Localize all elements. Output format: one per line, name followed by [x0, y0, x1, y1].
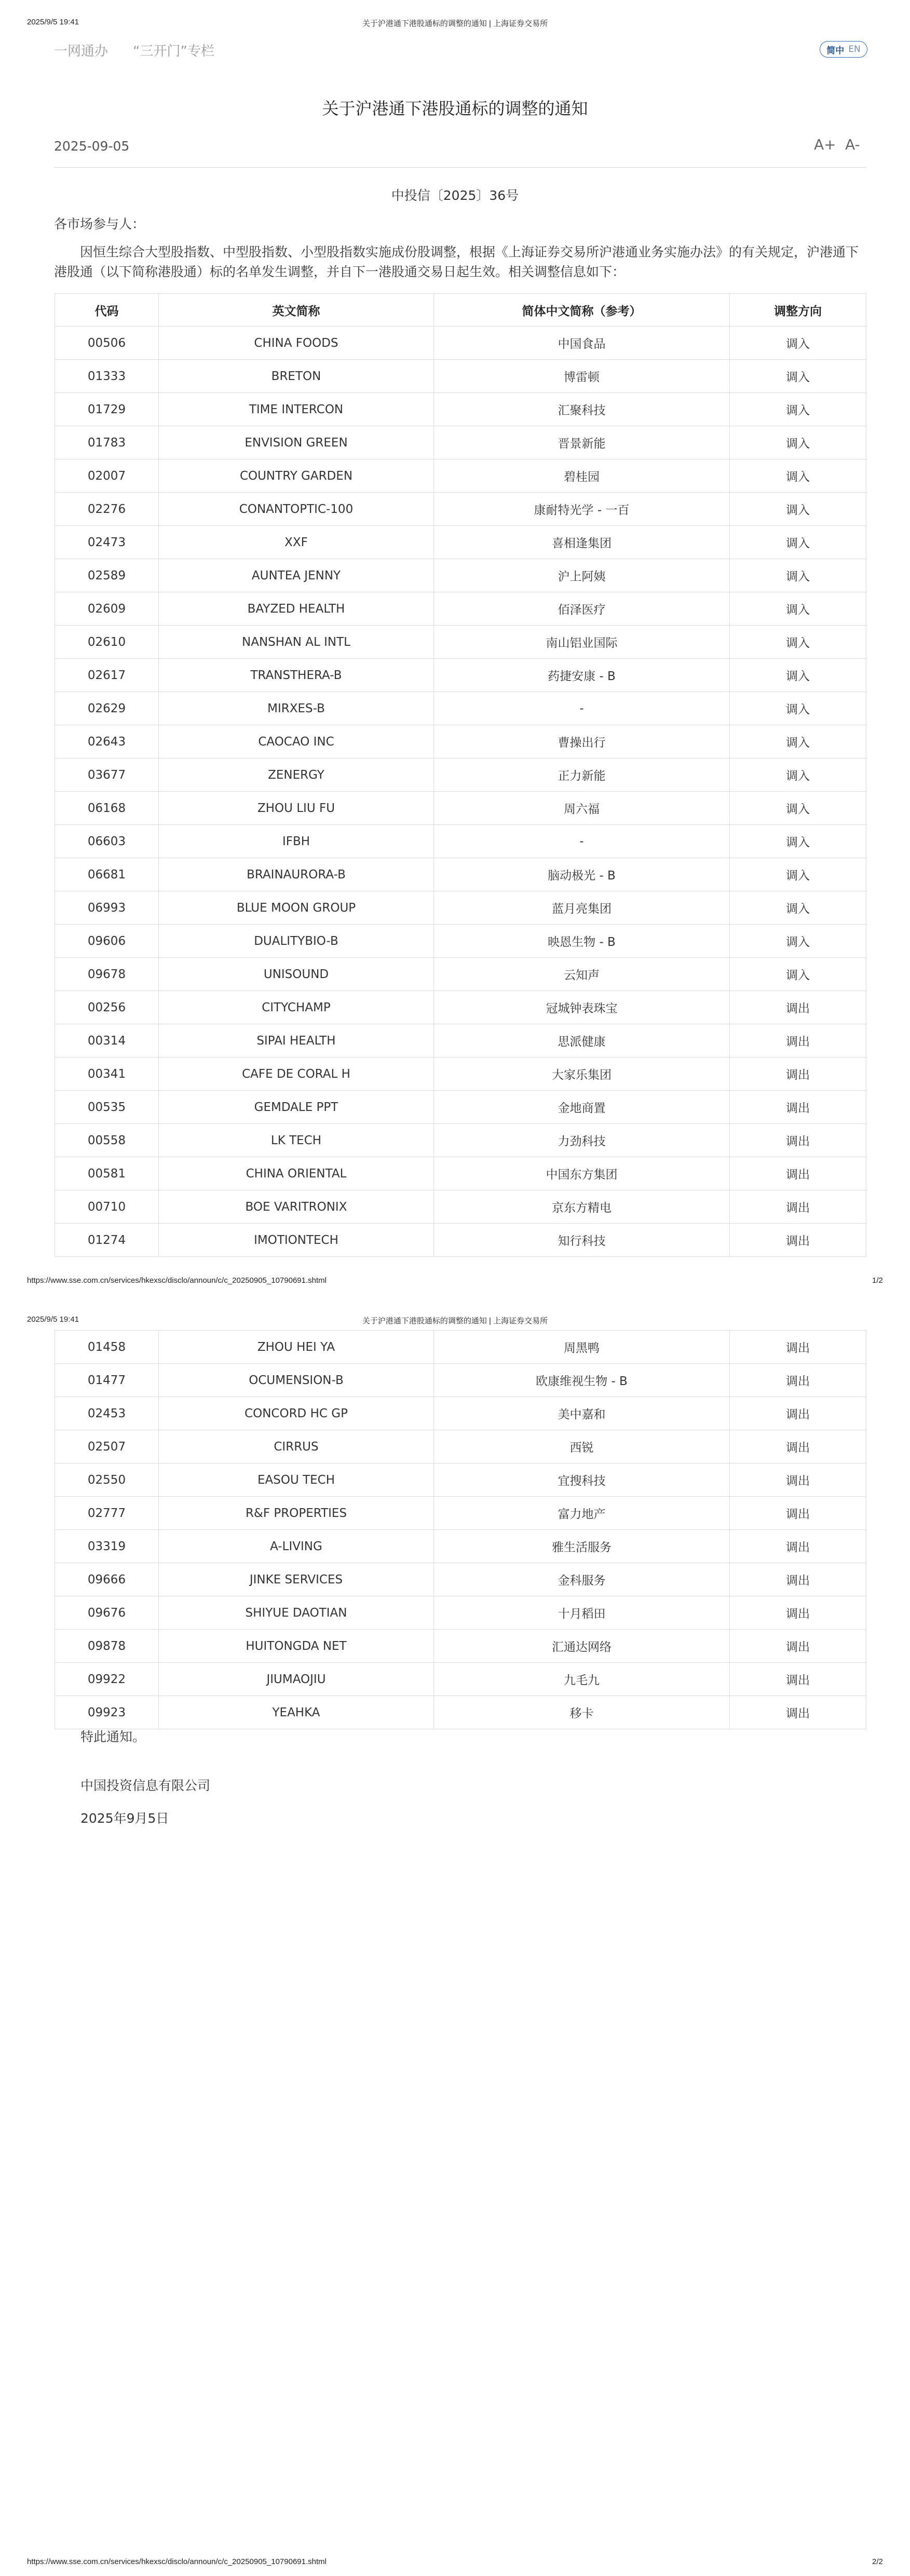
cell-english-name: BAYZED HEALTH [159, 592, 434, 626]
cell-code: 03677 [55, 758, 159, 792]
cell-chinese-name: - [434, 825, 730, 858]
print-datetime: 2025/9/5 19:41 [27, 18, 79, 26]
table-row [55, 925, 866, 958]
cell-direction: 调出 [730, 1497, 866, 1530]
cell-direction: 调入 [730, 825, 866, 858]
table-row [55, 991, 866, 1024]
stock-adjustment-table [55, 293, 866, 1257]
cell-direction: 调出 [730, 1157, 866, 1190]
language-switch[interactable] [820, 41, 867, 58]
cell-direction: 调入 [730, 725, 866, 758]
table-row [55, 1124, 866, 1157]
cell-chinese-name: 汇通达网络 [434, 1630, 730, 1663]
cell-english-name: MIRXES-B [159, 692, 434, 725]
table-row [55, 1463, 866, 1497]
nav-link-one-stop[interactable]: 一网通办 [54, 44, 108, 59]
print-datetime-page-2: 2025/9/5 19:41 [27, 1315, 79, 1324]
cell-chinese-name: 沪上阿姨 [434, 559, 730, 592]
document-number: 中投信〔2025〕36号 [391, 188, 519, 203]
cell-code: 02507 [55, 1430, 159, 1463]
cell-direction: 调入 [730, 393, 866, 426]
print-page-title: 关于沪港通下港股通标的调整的通知 | 上海证券交易所 [362, 19, 548, 28]
cell-chinese-name: 冠城钟表珠宝 [434, 991, 730, 1024]
greeting: 各市场参与人： [54, 216, 145, 232]
cell-code: 02610 [55, 626, 159, 659]
cell-chinese-name: 十月稻田 [434, 1596, 730, 1630]
cell-english-name: ZHOU LIU FU [159, 792, 434, 825]
cell-english-name: JIUMAOJIU [159, 1663, 434, 1696]
cell-code: 06993 [55, 891, 159, 925]
font-increase-button[interactable]: A+ [814, 136, 836, 153]
cell-code: 02453 [55, 1397, 159, 1430]
cell-english-name: BRETON [159, 360, 434, 393]
header-chinese-name: 简体中文简称（参考） [434, 294, 730, 327]
header-english-name: 英文简称 [159, 294, 434, 327]
table-row [55, 1364, 866, 1397]
cell-chinese-name: 药捷安康 - B [434, 659, 730, 692]
cell-code: 00256 [55, 991, 159, 1024]
cell-english-name: CIRRUS [159, 1430, 434, 1463]
lang-simplified-chinese[interactable]: 简中 [826, 45, 845, 56]
cell-code: 09678 [55, 958, 159, 991]
signature: 中国投资信息有限公司 [80, 1778, 211, 1793]
cell-code: 02629 [55, 692, 159, 725]
table-row [55, 1530, 866, 1563]
cell-direction: 调出 [730, 1563, 866, 1596]
cell-english-name: AUNTEA JENNY [159, 559, 434, 592]
cell-english-name: ZENERGY [159, 758, 434, 792]
cell-direction: 调入 [730, 426, 866, 459]
cell-chinese-name: 博雷顿 [434, 360, 730, 393]
cell-direction: 调入 [730, 891, 866, 925]
cell-direction: 调出 [730, 1124, 866, 1157]
cell-english-name: NANSHAN AL INTL [159, 626, 434, 659]
table-row [55, 1563, 866, 1596]
cell-english-name: BRAINAURORA-B [159, 858, 434, 891]
cell-direction: 调入 [730, 925, 866, 958]
table-row [55, 1331, 866, 1364]
table-row [55, 659, 866, 692]
cell-direction: 调出 [730, 1057, 866, 1091]
cell-chinese-name: 知行科技 [434, 1224, 730, 1257]
cell-direction: 调出 [730, 1190, 866, 1224]
print-footer-page-1: 1/2 [872, 1276, 883, 1285]
header-direction: 调整方向 [730, 294, 866, 327]
table-row [55, 1024, 866, 1057]
cell-english-name: YEAHKA [159, 1696, 434, 1729]
page-title: 关于沪港通下港股通标的调整的通知 [322, 99, 588, 118]
cell-code: 01729 [55, 393, 159, 426]
header-code: 代码 [55, 294, 159, 327]
cell-direction: 调入 [730, 526, 866, 559]
cell-direction: 调入 [730, 493, 866, 526]
table-row [55, 958, 866, 991]
cell-chinese-name: 移卡 [434, 1696, 730, 1729]
cell-code: 09606 [55, 925, 159, 958]
cell-code: 00341 [55, 1057, 159, 1091]
cell-chinese-name: 思派健康 [434, 1024, 730, 1057]
table-row [55, 1190, 866, 1224]
table-row [55, 1397, 866, 1430]
table-row [55, 825, 866, 858]
print-footer-url: https://www.sse.com.cn/services/hkexsc/disclo/announ/c/c_20250905_10790691.shtml [27, 1276, 327, 1285]
cell-direction: 调入 [730, 592, 866, 626]
cell-code: 02643 [55, 725, 159, 758]
cell-chinese-name: 映恩生物 - B [434, 925, 730, 958]
cell-direction: 调出 [730, 1596, 866, 1630]
cell-chinese-name: 大家乐集团 [434, 1057, 730, 1091]
cell-chinese-name: 云知声 [434, 958, 730, 991]
cell-english-name: ZHOU HEI YA [159, 1331, 434, 1364]
table-row [55, 758, 866, 792]
cell-english-name: IMOTIONTECH [159, 1224, 434, 1257]
cell-chinese-name: 脑动极光 - B [434, 858, 730, 891]
cell-english-name: XXF [159, 526, 434, 559]
cell-direction: 调出 [730, 1331, 866, 1364]
cell-chinese-name: 美中嘉和 [434, 1397, 730, 1430]
cell-chinese-name: 金地商置 [434, 1091, 730, 1124]
table-row [55, 493, 866, 526]
cell-chinese-name: - [434, 692, 730, 725]
cell-english-name: BOE VARITRONIX [159, 1190, 434, 1224]
cell-code: 02007 [55, 459, 159, 493]
cell-english-name: HUITONGDA NET [159, 1630, 434, 1663]
cell-code: 02550 [55, 1463, 159, 1497]
cell-code: 06681 [55, 858, 159, 891]
cell-english-name: CHINA FOODS [159, 327, 434, 360]
cell-direction: 调入 [730, 858, 866, 891]
table-row [55, 792, 866, 825]
cell-english-name: UNISOUND [159, 958, 434, 991]
lang-english[interactable]: EN [848, 44, 861, 55]
cell-chinese-name: 宜搜科技 [434, 1463, 730, 1497]
cell-chinese-name: 曹操出行 [434, 725, 730, 758]
table-row [55, 1091, 866, 1124]
cell-direction: 调入 [730, 626, 866, 659]
cell-english-name: CAOCAO INC [159, 725, 434, 758]
cell-chinese-name: 欧康维视生物 - B [434, 1364, 730, 1397]
table-row [55, 1057, 866, 1091]
table-row [55, 1497, 866, 1530]
cell-code: 00506 [55, 327, 159, 360]
cell-chinese-name: 周六福 [434, 792, 730, 825]
cell-chinese-name: 中国食品 [434, 327, 730, 360]
cell-direction: 调出 [730, 1663, 866, 1696]
cell-chinese-name: 正力新能 [434, 758, 730, 792]
cell-code: 00581 [55, 1157, 159, 1190]
cell-code: 09676 [55, 1596, 159, 1630]
cell-direction: 调入 [730, 659, 866, 692]
table-row [55, 327, 866, 360]
cell-direction: 调入 [730, 327, 866, 360]
header-divider [54, 167, 866, 168]
cell-chinese-name: 九毛九 [434, 1663, 730, 1696]
cell-direction: 调入 [730, 792, 866, 825]
table-row [55, 1224, 866, 1257]
print-footer-url-page-2: https://www.sse.com.cn/services/hkexsc/disclo/announ/c/c_20250905_10790691.shtml [27, 2557, 327, 2566]
cell-code: 00535 [55, 1091, 159, 1124]
cell-code: 06168 [55, 792, 159, 825]
cell-english-name: ENVISION GREEN [159, 426, 434, 459]
cell-english-name: GEMDALE PPT [159, 1091, 434, 1124]
table-row [55, 626, 866, 659]
closing-text: 特此通知。 [80, 1729, 146, 1744]
table-row [55, 1663, 866, 1696]
table-row [55, 559, 866, 592]
font-decrease-button[interactable]: A- [845, 136, 860, 153]
cell-english-name: SIPAI HEALTH [159, 1024, 434, 1057]
table-row [55, 459, 866, 493]
cell-code: 01333 [55, 360, 159, 393]
stock-adjustment-table-continued [55, 1330, 866, 1729]
cell-code: 01783 [55, 426, 159, 459]
cell-english-name: TIME INTERCON [159, 393, 434, 426]
table-header-row [55, 294, 866, 327]
cell-chinese-name: 周黑鸭 [434, 1331, 730, 1364]
cell-chinese-name: 富力地产 [434, 1497, 730, 1530]
table-row [55, 393, 866, 426]
cell-direction: 调出 [730, 1696, 866, 1729]
cell-direction: 调出 [730, 1530, 866, 1563]
print-footer-page-2: 2/2 [872, 2557, 883, 2566]
table-row [55, 725, 866, 758]
table-row [55, 692, 866, 725]
cell-english-name: IFBH [159, 825, 434, 858]
table-row [55, 1157, 866, 1190]
cell-code: 00314 [55, 1024, 159, 1057]
cell-english-name: R&F PROPERTIES [159, 1497, 434, 1530]
cell-direction: 调出 [730, 1430, 866, 1463]
cell-english-name: CAFE DE CORAL H [159, 1057, 434, 1091]
cell-direction: 调出 [730, 1630, 866, 1663]
cell-code: 09878 [55, 1630, 159, 1663]
cell-english-name: BLUE MOON GROUP [159, 891, 434, 925]
cell-english-name: CITYCHAMP [159, 991, 434, 1024]
cell-chinese-name: 金科服务 [434, 1563, 730, 1596]
cell-code: 06603 [55, 825, 159, 858]
cell-english-name: CONCORD HC GP [159, 1397, 434, 1430]
cell-english-name: LK TECH [159, 1124, 434, 1157]
table-row [55, 426, 866, 459]
cell-chinese-name: 力劲科技 [434, 1124, 730, 1157]
cell-english-name: JINKE SERVICES [159, 1563, 434, 1596]
cell-chinese-name: 康耐特光学 - 一百 [434, 493, 730, 526]
cell-direction: 调出 [730, 1463, 866, 1497]
cell-chinese-name: 西锐 [434, 1430, 730, 1463]
cell-direction: 调出 [730, 1091, 866, 1124]
cell-direction: 调出 [730, 1224, 866, 1257]
table-row [55, 526, 866, 559]
print-page-title-page-2: 关于沪港通下港股通标的调整的通知 | 上海证券交易所 [362, 1317, 548, 1325]
cell-direction: 调入 [730, 559, 866, 592]
table-row [55, 360, 866, 393]
cell-english-name: COUNTRY GARDEN [159, 459, 434, 493]
cell-code: 03319 [55, 1530, 159, 1563]
table-row [55, 1430, 866, 1463]
publish-date: 2025-09-05 [54, 139, 130, 154]
cell-code: 02589 [55, 559, 159, 592]
cell-chinese-name: 雅生活服务 [434, 1530, 730, 1563]
cell-code: 00558 [55, 1124, 159, 1157]
table-row [55, 1596, 866, 1630]
cell-english-name: OCUMENSION-B [159, 1364, 434, 1397]
cell-english-name: DUALITYBIO-B [159, 925, 434, 958]
cell-chinese-name: 晋景新能 [434, 426, 730, 459]
table-row [55, 891, 866, 925]
cell-direction: 调入 [730, 758, 866, 792]
cell-code: 02617 [55, 659, 159, 692]
cell-english-name: CHINA ORIENTAL [159, 1157, 434, 1190]
cell-chinese-name: 京东方精电 [434, 1190, 730, 1224]
cell-direction: 调入 [730, 692, 866, 725]
cell-direction: 调入 [730, 459, 866, 493]
cell-code: 00710 [55, 1190, 159, 1224]
cell-code: 01458 [55, 1331, 159, 1364]
cell-english-name: A-LIVING [159, 1530, 434, 1563]
intro-paragraph: 因恒生综合大型股指数、中型股指数、小型股指数实施成份股调整，根据《上海证券交易所沪港通业务实施办法》的有关规定，沪港通下港股通（以下简称港股通）标的名单发生调整，并自下一港股通交易日起生效。相关调整信息如下： [54, 245, 859, 279]
cell-chinese-name: 蓝月亮集团 [434, 891, 730, 925]
table-row [55, 592, 866, 626]
cell-code: 09666 [55, 1563, 159, 1596]
cell-code: 02777 [55, 1497, 159, 1530]
cell-direction: 调出 [730, 1364, 866, 1397]
cell-direction: 调出 [730, 991, 866, 1024]
cell-code: 09923 [55, 1696, 159, 1729]
cell-code: 02609 [55, 592, 159, 626]
cell-code: 02276 [55, 493, 159, 526]
cell-english-name: SHIYUE DAOTIAN [159, 1596, 434, 1630]
signature-date: 2025年9月5日 [80, 1811, 169, 1826]
cell-chinese-name: 中国东方集团 [434, 1157, 730, 1190]
cell-code: 01477 [55, 1364, 159, 1397]
table-row [55, 1630, 866, 1663]
cell-code: 02473 [55, 526, 159, 559]
cell-english-name: TRANSTHERA-B [159, 659, 434, 692]
cell-direction: 调入 [730, 958, 866, 991]
cell-english-name: CONANTOPTIC-100 [159, 493, 434, 526]
nav-link-three-open-column[interactable]: “三开门”专栏 [133, 44, 214, 59]
table-row [55, 858, 866, 891]
cell-direction: 调出 [730, 1397, 866, 1430]
cell-chinese-name: 碧桂园 [434, 459, 730, 493]
cell-code: 01274 [55, 1224, 159, 1257]
cell-direction: 调出 [730, 1024, 866, 1057]
cell-chinese-name: 喜相逢集团 [434, 526, 730, 559]
table-row [55, 1696, 866, 1729]
cell-chinese-name: 南山铝业国际 [434, 626, 730, 659]
cell-code: 09922 [55, 1663, 159, 1696]
cell-chinese-name: 汇聚科技 [434, 393, 730, 426]
cell-chinese-name: 佰泽医疗 [434, 592, 730, 626]
cell-direction: 调入 [730, 360, 866, 393]
cell-english-name: EASOU TECH [159, 1463, 434, 1497]
